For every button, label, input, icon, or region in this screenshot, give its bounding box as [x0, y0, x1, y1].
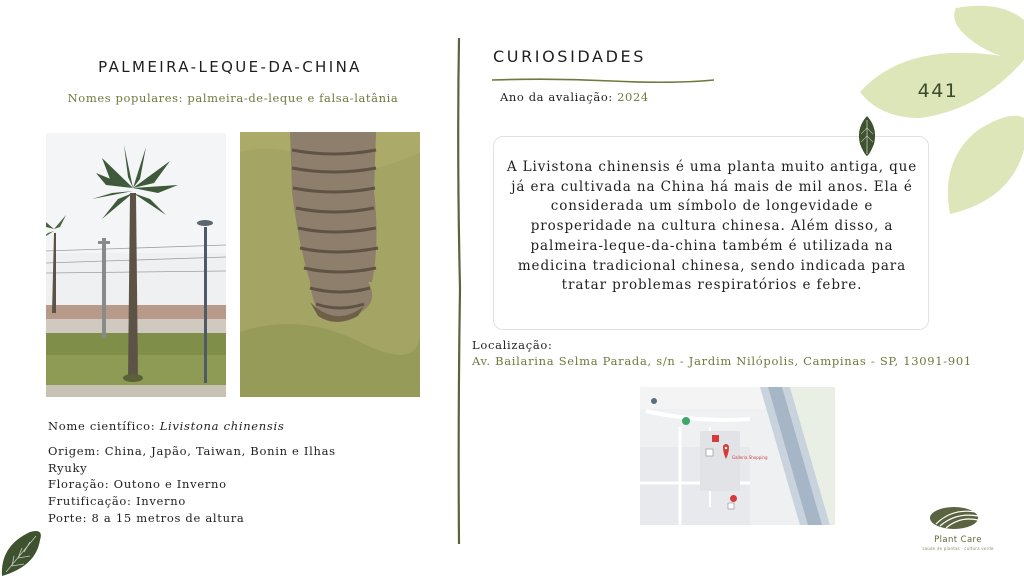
- location-address: Av. Bailarina Selma Parada, s/n - Jardim Nilópolis, Campinas - SP, 13091-901: [472, 354, 972, 368]
- curiosities-title: CURIOSIDADES: [493, 47, 646, 66]
- plant-number-badge: 441: [917, 80, 959, 102]
- curiosities-text: A Livistona chinensis é uma planta muito antiga, que já era cultivada na China há mais de mil anos. Ela é considerada um símbolo de longevidade e prosperidade na cultura chinesa. Além disso, a palmeira-leque-da-china também é utilizada na medicina tradicional chinesa, sendo indicada para tratar problemas respiratórios e febre.: [506, 159, 918, 294]
- fruiting: Frutificação: Inverno: [48, 494, 186, 508]
- column-divider: [456, 38, 462, 544]
- location-label: Localização:: [472, 338, 553, 352]
- plant-size: Porte: 8 a 15 metros de altura: [48, 511, 245, 525]
- location-map: [640, 387, 835, 525]
- evaluation-year: Ano da avaliação: 2024: [500, 90, 649, 104]
- palm-tree-photo: [46, 133, 226, 397]
- leaf-icon: [856, 116, 878, 156]
- flowering: Floração: Outono e Inverno: [48, 477, 227, 491]
- plant-care-logo: [922, 502, 994, 562]
- svg-text:Galleria Shopping: Galleria Shopping: [732, 455, 768, 460]
- origin: Origem: China, Japão, Taiwan, Bonin e Ilhas Ryuky: [48, 444, 336, 475]
- logo-name: Plant Care: [934, 535, 982, 545]
- plant-title: PALMEIRA-LEQUE-DA-CHINA: [98, 58, 362, 76]
- leaf-icon: [0, 526, 42, 576]
- popular-names: Nomes populares: palmeira-de-leque e falsa-latânia: [67, 91, 399, 105]
- scientific-name: Nome científico: Livistona chinensis: [48, 419, 285, 433]
- logo-tagline: saúde de plantas · cultura verde: [922, 546, 994, 551]
- title-underline: [492, 68, 714, 74]
- decorative-leaves: [860, 0, 1024, 230]
- palm-trunk-photo: [240, 132, 420, 397]
